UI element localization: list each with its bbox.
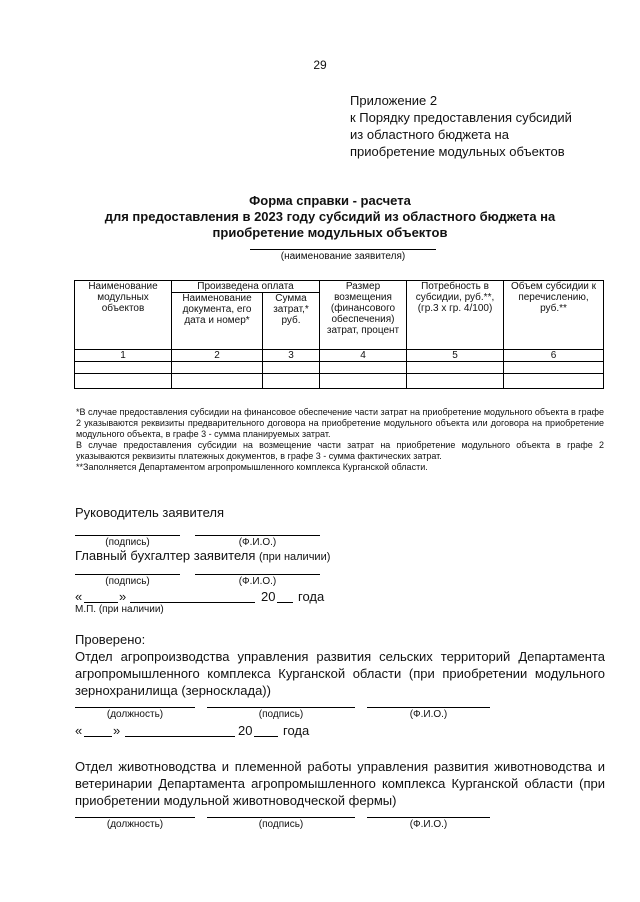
dept2-fio-caption: (Ф.И.О.) <box>409 819 448 830</box>
head-fio-line <box>195 535 320 536</box>
date-close-quote: » <box>119 589 127 604</box>
table-cell <box>263 374 320 389</box>
header-subsidy-volume: Объем субсидии к перечислению, руб.** <box>504 281 604 350</box>
date2-open-quote: « <box>75 723 83 738</box>
applicant-name-caption: (наименование заявителя) <box>280 251 406 262</box>
appendix-line-2: к Порядку предоставления субсидий <box>350 110 572 125</box>
dept2-signature-line <box>207 817 355 818</box>
footnote-2: В случае предоставления субсидии на возмещение части затрат на приобретение модульного объекта в графе 2 указываются реквизиты платежных документов, в графе 3 - сумма фактических затрат. <box>76 440 604 461</box>
head-fio-caption: (Ф.И.О.) <box>238 537 277 548</box>
table-cell <box>407 374 504 389</box>
applicant-name-line <box>250 249 436 250</box>
title-line-2: для предоставления в 2023 году субсидий из областного бюджета на <box>104 209 556 224</box>
date-month-line <box>130 602 255 603</box>
date2-year-line <box>254 736 278 737</box>
table-cell <box>75 374 172 389</box>
appendix-line-1: Приложение 2 <box>350 93 438 108</box>
accountant-signature-caption: (подпись) <box>105 576 150 587</box>
table-cell <box>263 362 320 374</box>
department-2-text: Отдел животноводства и племенной работы управления развития животноводства и ветеринарии Департамента агропромышленного комплекса Курганской области (при приобретении модульной животноводческой фермы) <box>75 759 605 808</box>
title-line-1: Форма справки - расчета <box>249 193 411 208</box>
department-1-text: Отдел агропроизводства управления развития сельских территорий Департамента агропромышленного комплекса Курганской области (при приобретении модульного зернохранилища (зерносклада)) <box>75 649 605 698</box>
accountant-note: (при наличии) <box>259 551 331 563</box>
col-number-6: 6 <box>504 350 604 362</box>
header-object-name: Наименование модульных объектов <box>75 281 172 350</box>
dept1-fio-caption: (Ф.И.О.) <box>409 709 448 720</box>
dept1-position-line <box>75 707 195 708</box>
header-subsidy-need: Потребность в субсидии, руб.**, (гр.3 х гр. 4/100) <box>407 281 504 350</box>
date-open-quote: « <box>75 589 83 604</box>
checked-label: Проверено: <box>75 632 146 647</box>
appendix-line-4: приобретение модульных объектов <box>350 144 565 159</box>
col-number-2: 2 <box>172 350 263 362</box>
page-number: 29 <box>313 58 327 72</box>
table-cell <box>75 362 172 374</box>
footnote-3: **Заполняется Департаментом агропромышленного комплекса Курганской области. <box>76 462 428 472</box>
accountant-title: Главный бухгалтер заявителя <box>75 548 256 563</box>
appendix-header <box>350 92 620 160</box>
head-label: Руководитель заявителя <box>75 505 224 520</box>
header-document-name: Наименование документа, его дата и номер* <box>172 293 263 350</box>
dept1-fio-line <box>367 707 490 708</box>
table-row <box>75 374 604 389</box>
dept1-signature-caption: (подпись) <box>258 709 304 720</box>
head-signature-line <box>75 535 180 536</box>
footnote-1: *В случае предоставления субсидии на финансовое обеспечение части затрат на приобретение модульного объекта в графе 2 указываются реквизиты предварительного договора на приобретение модульного объекта или договора на приобретение модульного объекта, в графе 3 - сумма планируемых затрат. <box>76 407 604 439</box>
date-day-line <box>84 602 118 603</box>
dept2-position-caption: (должность) <box>106 819 164 830</box>
date2-year-word: года <box>283 723 310 738</box>
footnotes <box>76 407 604 473</box>
date-year-line <box>277 602 293 603</box>
calculation-table <box>74 280 604 389</box>
accountant-signature-line <box>75 574 180 575</box>
date2-month-line <box>125 736 235 737</box>
dept1-signature-line <box>207 707 355 708</box>
table-cell <box>320 362 407 374</box>
table-cell <box>407 362 504 374</box>
dept2-signature-caption: (подпись) <box>258 819 304 830</box>
table-row <box>75 362 604 374</box>
stamp-note: М.П. (при наличии) <box>75 604 164 615</box>
col-number-1: 1 <box>75 350 172 362</box>
date-year-prefix: 20 <box>261 589 276 604</box>
dept2-fio-line <box>367 817 490 818</box>
table-cell <box>172 362 263 374</box>
col-number-4: 4 <box>320 350 407 362</box>
table-cell <box>172 374 263 389</box>
document-title <box>60 193 600 241</box>
accountant-label <box>75 548 330 563</box>
header-payment-group: Произведена оплата <box>172 281 320 293</box>
title-line-3: приобретение модульных объектов <box>212 225 448 240</box>
table-cell <box>320 374 407 389</box>
date-year-word: года <box>298 589 325 604</box>
date2-close-quote: » <box>113 723 121 738</box>
dept2-position-line <box>75 817 195 818</box>
accountant-fio-line <box>195 574 320 575</box>
col-number-5: 5 <box>407 350 504 362</box>
appendix-line-3: из областного бюджета на <box>350 127 509 142</box>
date2-year-prefix: 20 <box>238 723 253 738</box>
table-cell <box>504 374 604 389</box>
header-cost-sum: Сумма затрат,* руб. <box>263 293 320 350</box>
header-compensation-size: Размер возмещения (финансового обеспечения) затрат, процент <box>320 281 407 350</box>
head-signature-caption: (подпись) <box>105 537 150 548</box>
accountant-fio-caption: (Ф.И.О.) <box>238 576 277 587</box>
table-cell <box>504 362 604 374</box>
col-number-3: 3 <box>263 350 320 362</box>
dept1-position-caption: (должность) <box>106 709 164 720</box>
date2-day-line <box>84 736 112 737</box>
